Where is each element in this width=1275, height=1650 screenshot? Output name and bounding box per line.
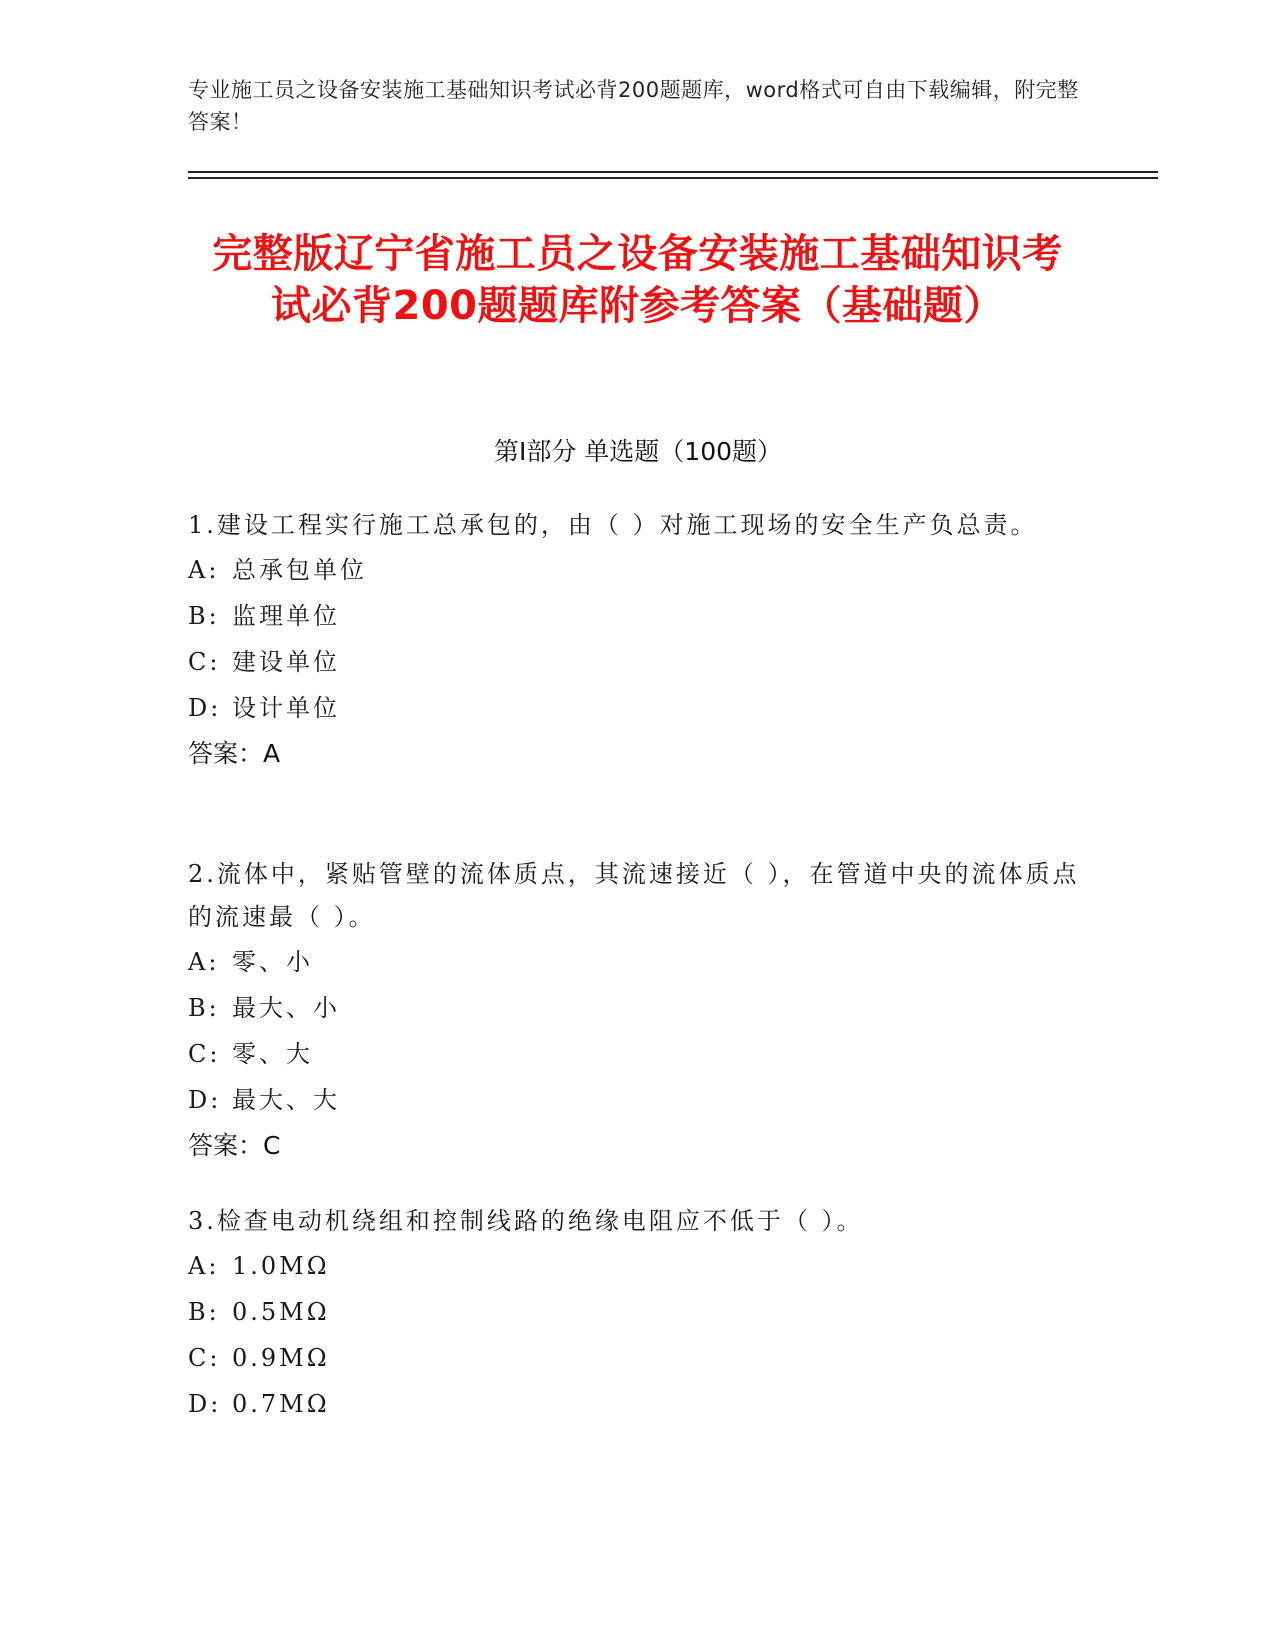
option-a [188, 1243, 1088, 1289]
option-a [188, 547, 1088, 593]
option-b [188, 985, 1088, 1031]
option-letter: B: [188, 994, 220, 1022]
option-letter: A: [188, 948, 220, 976]
option-d [188, 1077, 1088, 1123]
header-rule-bottom [188, 177, 1158, 179]
option-letter: C: [188, 1040, 221, 1068]
option-c [188, 639, 1088, 685]
option-text: 总承包单位 [232, 556, 367, 584]
option-b [188, 593, 1088, 639]
option-letter: B: [188, 1298, 220, 1326]
option-text: 建设单位 [232, 648, 340, 676]
header-rule-top [188, 171, 1158, 173]
option-text: 最大、大 [232, 1086, 340, 1114]
option-text: 0.5MΩ [232, 1298, 330, 1326]
question-stem: 1.建设工程实行施工总承包的，由（ ）对施工现场的安全生产负总责。 [188, 511, 1038, 539]
question-1 [188, 504, 1088, 777]
question-2 [188, 853, 1088, 1169]
answer: 答案：C [188, 1131, 281, 1160]
option-c [188, 1335, 1088, 1381]
option-text: 1.0MΩ [232, 1252, 330, 1280]
option-letter: D: [188, 1086, 222, 1114]
option-letter: C: [188, 648, 221, 676]
option-b [188, 1289, 1088, 1335]
option-d [188, 1381, 1088, 1427]
option-text: 监理单位 [232, 602, 340, 630]
header-note: 专业施工员之设备安装施工基础知识考试必背200题题库，word格式可自由下载编辑，附完整答案！ [188, 78, 1079, 134]
option-text: 零、大 [232, 1040, 313, 1068]
option-letter: A: [188, 556, 220, 584]
option-letter: D: [188, 1390, 222, 1418]
option-text: 设计单位 [232, 694, 340, 722]
option-d [188, 685, 1088, 731]
option-text: 0.9MΩ [232, 1344, 330, 1372]
question-stem: 3.检查电动机绕组和控制线路的绝缘电阻应不低于（ ）。 [188, 1207, 864, 1235]
answer: 答案：A [188, 739, 281, 768]
option-letter: B: [188, 602, 220, 630]
section-title: 第Ⅰ部分 单选题（100题） [493, 437, 783, 466]
option-c [188, 1031, 1088, 1077]
option-letter: D: [188, 694, 222, 722]
option-text: 最大、小 [232, 994, 340, 1022]
option-letter: A: [188, 1252, 220, 1280]
option-letter: C: [188, 1344, 221, 1372]
question-stem: 2.流体中，紧贴管壁的流体质点，其流速接近（ ），在管道中央的流体质点的流速最（ ）。 [188, 860, 1080, 931]
option-text: 0.7MΩ [232, 1390, 330, 1418]
document-title: 完整版辽宁省施工员之设备安装施工基础知识考试必背200题题库附参考答案（基础题） [212, 231, 1063, 329]
option-text: 零、小 [232, 948, 313, 976]
question-3 [188, 1200, 1088, 1427]
option-a [188, 939, 1088, 985]
